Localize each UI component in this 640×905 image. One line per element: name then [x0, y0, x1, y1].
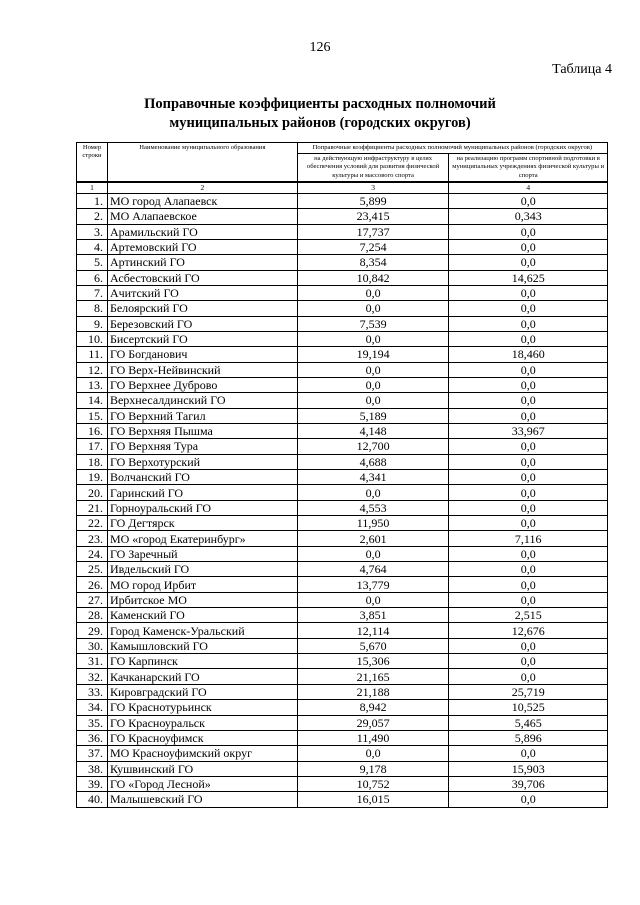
- row-number-cell: 15.: [77, 408, 108, 423]
- table-row: [77, 577, 608, 592]
- municipality-name-cell: ГО Карпинск: [107, 654, 297, 669]
- row-number-cell: 11.: [77, 347, 108, 362]
- municipality-name-cell: ГО Богданович: [107, 347, 297, 362]
- sports-training-coefficient-cell: 0,0: [449, 592, 608, 607]
- row-number-cell: 13.: [77, 377, 108, 392]
- infrastructure-coefficient-cell: 0,0: [297, 362, 449, 377]
- row-number-cell: 12.: [77, 362, 108, 377]
- coefficients-table: [76, 142, 608, 808]
- table-row: [77, 592, 608, 607]
- header-row-number: Номер строки: [77, 143, 108, 182]
- row-number-cell: 32.: [77, 669, 108, 684]
- row-number-cell: 30.: [77, 638, 108, 653]
- row-number-cell: 5.: [77, 255, 108, 270]
- row-number-cell: 1.: [77, 193, 108, 208]
- table-row: [77, 669, 608, 684]
- municipality-name-cell: ГО Верхняя Тура: [107, 439, 297, 454]
- municipality-name-cell: Кушвинский ГО: [107, 761, 297, 776]
- table-row: [77, 408, 608, 423]
- infrastructure-coefficient-cell: 21,188: [297, 684, 449, 699]
- municipality-name-cell: МО Алапаевское: [107, 209, 297, 224]
- sports-training-coefficient-cell: 0,0: [449, 654, 608, 669]
- sports-training-coefficient-cell: 0,343: [449, 209, 608, 224]
- title-line: Поправочные коэффициенты расходных полномочий: [144, 96, 496, 112]
- table-row: [77, 792, 608, 807]
- row-number-cell: 40.: [77, 792, 108, 807]
- row-number-cell: 36.: [77, 730, 108, 745]
- municipality-name-cell: ГО «Город Лесной»: [107, 776, 297, 791]
- infrastructure-coefficient-cell: 0,0: [297, 377, 449, 392]
- municipality-name-cell: ГО Краснотурьинск: [107, 700, 297, 715]
- infrastructure-coefficient-cell: 8,942: [297, 700, 449, 715]
- row-number-cell: 16.: [77, 423, 108, 438]
- infrastructure-coefficient-cell: 0,0: [297, 393, 449, 408]
- municipality-name-cell: Каменский ГО: [107, 608, 297, 623]
- infrastructure-coefficient-cell: 3,851: [297, 608, 449, 623]
- row-number-cell: 23.: [77, 531, 108, 546]
- table-row: [77, 439, 608, 454]
- infrastructure-coefficient-cell: 10,842: [297, 270, 449, 285]
- municipality-name-cell: ГО Заречный: [107, 546, 297, 561]
- municipality-name-cell: Ачитский ГО: [107, 285, 297, 300]
- column-number: 4: [449, 182, 608, 194]
- table-row: [77, 377, 608, 392]
- municipality-name-cell: ГО Красноуральск: [107, 715, 297, 730]
- sports-training-coefficient-cell: 33,967: [449, 423, 608, 438]
- table-row: [77, 761, 608, 776]
- table-row: [77, 562, 608, 577]
- sports-training-coefficient-cell: 0,0: [449, 516, 608, 531]
- infrastructure-coefficient-cell: 23,415: [297, 209, 449, 224]
- municipality-name-cell: ГО Верхнее Дуброво: [107, 377, 297, 392]
- sports-training-coefficient-cell: 2,515: [449, 608, 608, 623]
- infrastructure-coefficient-cell: 0,0: [297, 546, 449, 561]
- sports-training-coefficient-cell: 0,0: [449, 255, 608, 270]
- table-row: [77, 654, 608, 669]
- table-row: [77, 239, 608, 254]
- table-row: [77, 746, 608, 761]
- header-infrastructure: на действующую инфраструктуру в целях обеспечения условий для развития физической культуры и массового спорта: [297, 154, 449, 182]
- table-row: [77, 270, 608, 285]
- infrastructure-coefficient-cell: 0,0: [297, 331, 449, 346]
- infrastructure-coefficient-cell: 0,0: [297, 301, 449, 316]
- sports-training-coefficient-cell: 0,0: [449, 439, 608, 454]
- sports-training-coefficient-cell: 14,625: [449, 270, 608, 285]
- sports-training-coefficient-cell: 0,0: [449, 577, 608, 592]
- table-row: [77, 423, 608, 438]
- row-number-cell: 8.: [77, 301, 108, 316]
- municipality-name-cell: МО город Ирбит: [107, 577, 297, 592]
- row-number-cell: 6.: [77, 270, 108, 285]
- infrastructure-coefficient-cell: 4,688: [297, 454, 449, 469]
- sports-training-coefficient-cell: 39,706: [449, 776, 608, 791]
- table-row: [77, 316, 608, 331]
- table-row: [77, 347, 608, 362]
- sports-training-coefficient-cell: 0,0: [449, 669, 608, 684]
- municipality-name-cell: ГО Верхняя Пышма: [107, 423, 297, 438]
- sports-training-coefficient-cell: 0,0: [449, 285, 608, 300]
- table-row: [77, 393, 608, 408]
- table-row: [77, 623, 608, 638]
- row-number-cell: 39.: [77, 776, 108, 791]
- header-municipality-name: Наименование муниципального образования: [107, 143, 297, 182]
- infrastructure-coefficient-cell: 4,341: [297, 470, 449, 485]
- infrastructure-coefficient-cell: 7,254: [297, 239, 449, 254]
- column-number: 2: [107, 182, 297, 194]
- row-number-cell: 28.: [77, 608, 108, 623]
- sports-training-coefficient-cell: 0,0: [449, 224, 608, 239]
- infrastructure-coefficient-cell: 5,670: [297, 638, 449, 653]
- municipality-name-cell: Арамильский ГО: [107, 224, 297, 239]
- municipality-name-cell: Белоярский ГО: [107, 301, 297, 316]
- table-row: [77, 516, 608, 531]
- table-row: [77, 546, 608, 561]
- row-number-cell: 29.: [77, 623, 108, 638]
- municipality-name-cell: Горноуральский ГО: [107, 500, 297, 515]
- infrastructure-coefficient-cell: 11,490: [297, 730, 449, 745]
- infrastructure-coefficient-cell: 2,601: [297, 531, 449, 546]
- row-number-cell: 37.: [77, 746, 108, 761]
- row-number-cell: 9.: [77, 316, 108, 331]
- infrastructure-coefficient-cell: 5,189: [297, 408, 449, 423]
- infrastructure-coefficient-cell: 7,539: [297, 316, 449, 331]
- table-row: [77, 285, 608, 300]
- sports-training-coefficient-cell: 0,0: [449, 746, 608, 761]
- sports-training-coefficient-cell: 12,676: [449, 623, 608, 638]
- table-row: [77, 500, 608, 515]
- table-row: [77, 454, 608, 469]
- table-row: [77, 531, 608, 546]
- row-number-cell: 21.: [77, 500, 108, 515]
- sports-training-coefficient-cell: 0,0: [449, 377, 608, 392]
- infrastructure-coefficient-cell: 10,752: [297, 776, 449, 791]
- row-number-cell: 27.: [77, 592, 108, 607]
- row-number-cell: 17.: [77, 439, 108, 454]
- column-number: 3: [297, 182, 449, 194]
- table-row: [77, 700, 608, 715]
- header-sports-training: на реализацию программ спортивной подготовки в муниципальных учреждениях физической культуры и спорта: [449, 154, 608, 182]
- infrastructure-coefficient-cell: 4,553: [297, 500, 449, 515]
- row-number-cell: 33.: [77, 684, 108, 699]
- municipality-name-cell: Волчанский ГО: [107, 470, 297, 485]
- title-line: муниципальных районов (городских округов): [169, 115, 471, 131]
- infrastructure-coefficient-cell: 8,354: [297, 255, 449, 270]
- infrastructure-coefficient-cell: 16,015: [297, 792, 449, 807]
- sports-training-coefficient-cell: 0,0: [449, 239, 608, 254]
- row-number-cell: 3.: [77, 224, 108, 239]
- infrastructure-coefficient-cell: 5,899: [297, 193, 449, 208]
- infrastructure-coefficient-cell: 29,057: [297, 715, 449, 730]
- sports-training-coefficient-cell: 0,0: [449, 470, 608, 485]
- municipality-name-cell: Березовский ГО: [107, 316, 297, 331]
- infrastructure-coefficient-cell: 11,950: [297, 516, 449, 531]
- sports-training-coefficient-cell: 15,903: [449, 761, 608, 776]
- row-number-cell: 24.: [77, 546, 108, 561]
- table-row: [77, 715, 608, 730]
- table-row: [77, 224, 608, 239]
- municipality-name-cell: Артинский ГО: [107, 255, 297, 270]
- infrastructure-coefficient-cell: 0,0: [297, 746, 449, 761]
- sports-training-coefficient-cell: 10,525: [449, 700, 608, 715]
- municipality-name-cell: Ирбитское МО: [107, 592, 297, 607]
- row-number-cell: 25.: [77, 562, 108, 577]
- sports-training-coefficient-cell: 0,0: [449, 562, 608, 577]
- municipality-name-cell: Малышевский ГО: [107, 792, 297, 807]
- infrastructure-coefficient-cell: 0,0: [297, 485, 449, 500]
- sports-training-coefficient-cell: 0,0: [449, 546, 608, 561]
- sports-training-coefficient-cell: 5,465: [449, 715, 608, 730]
- document-title: [60, 95, 580, 133]
- sports-training-coefficient-cell: 25,719: [449, 684, 608, 699]
- infrastructure-coefficient-cell: 21,165: [297, 669, 449, 684]
- sports-training-coefficient-cell: 0,0: [449, 792, 608, 807]
- row-number-cell: 10.: [77, 331, 108, 346]
- sports-training-coefficient-cell: 0,0: [449, 638, 608, 653]
- row-number-cell: 20.: [77, 485, 108, 500]
- table-row: [77, 776, 608, 791]
- table-body: [77, 193, 608, 807]
- table-row: [77, 638, 608, 653]
- municipality-name-cell: Качканарский ГО: [107, 669, 297, 684]
- column-number: 1: [77, 182, 108, 194]
- municipality-name-cell: ГО Дегтярск: [107, 516, 297, 531]
- municipality-name-cell: Ивдельский ГО: [107, 562, 297, 577]
- table-row: [77, 730, 608, 745]
- infrastructure-coefficient-cell: 13,779: [297, 577, 449, 592]
- row-number-cell: 31.: [77, 654, 108, 669]
- infrastructure-coefficient-cell: 12,700: [297, 439, 449, 454]
- municipality-name-cell: ГО Верхний Тагил: [107, 408, 297, 423]
- sports-training-coefficient-cell: 0,0: [449, 301, 608, 316]
- sports-training-coefficient-cell: 0,0: [449, 408, 608, 423]
- row-number-cell: 22.: [77, 516, 108, 531]
- table-row: [77, 301, 608, 316]
- municipality-name-cell: Город Каменск-Уральский: [107, 623, 297, 638]
- sports-training-coefficient-cell: 0,0: [449, 485, 608, 500]
- table-row: [77, 209, 608, 224]
- infrastructure-coefficient-cell: 0,0: [297, 592, 449, 607]
- row-number-cell: 34.: [77, 700, 108, 715]
- municipality-name-cell: МО «город Екатеринбург»: [107, 531, 297, 546]
- municipality-name-cell: Бисертский ГО: [107, 331, 297, 346]
- table-row: [77, 684, 608, 699]
- infrastructure-coefficient-cell: 15,306: [297, 654, 449, 669]
- infrastructure-coefficient-cell: 4,148: [297, 423, 449, 438]
- row-number-cell: 2.: [77, 209, 108, 224]
- infrastructure-coefficient-cell: 9,178: [297, 761, 449, 776]
- sports-training-coefficient-cell: 18,460: [449, 347, 608, 362]
- municipality-name-cell: ГО Верх-Нейвинский: [107, 362, 297, 377]
- row-number-cell: 35.: [77, 715, 108, 730]
- row-number-cell: 26.: [77, 577, 108, 592]
- table-label: Таблица 4: [552, 62, 612, 77]
- municipality-name-cell: МО Красноуфимский округ: [107, 746, 297, 761]
- row-number-cell: 7.: [77, 285, 108, 300]
- table-row: [77, 362, 608, 377]
- sports-training-coefficient-cell: 0,0: [449, 193, 608, 208]
- row-number-cell: 38.: [77, 761, 108, 776]
- sports-training-coefficient-cell: 0,0: [449, 331, 608, 346]
- sports-training-coefficient-cell: 0,0: [449, 362, 608, 377]
- infrastructure-coefficient-cell: 4,764: [297, 562, 449, 577]
- municipality-name-cell: Гаринский ГО: [107, 485, 297, 500]
- table-row: [77, 608, 608, 623]
- page-number: 126: [309, 40, 331, 55]
- table-row: [77, 255, 608, 270]
- sports-training-coefficient-cell: 0,0: [449, 393, 608, 408]
- sports-training-coefficient-cell: 0,0: [449, 316, 608, 331]
- table-row: [77, 331, 608, 346]
- table-row: [77, 485, 608, 500]
- infrastructure-coefficient-cell: 0,0: [297, 285, 449, 300]
- municipality-name-cell: ГО Верхотурский: [107, 454, 297, 469]
- municipality-name-cell: Асбестовский ГО: [107, 270, 297, 285]
- sports-training-coefficient-cell: 0,0: [449, 500, 608, 515]
- municipality-name-cell: Артемовский ГО: [107, 239, 297, 254]
- row-number-cell: 19.: [77, 470, 108, 485]
- municipality-name-cell: МО город Алапаевск: [107, 193, 297, 208]
- infrastructure-coefficient-cell: 12,114: [297, 623, 449, 638]
- row-number-cell: 18.: [77, 454, 108, 469]
- table-row: [77, 193, 608, 208]
- sports-training-coefficient-cell: 0,0: [449, 454, 608, 469]
- table-row: [77, 470, 608, 485]
- municipality-name-cell: Кировградский ГО: [107, 684, 297, 699]
- header-coefficients-group: Поправочные коэффициенты расходных полномочий муниципальных районов (городских округов): [297, 143, 607, 154]
- row-number-cell: 4.: [77, 239, 108, 254]
- infrastructure-coefficient-cell: 17,737: [297, 224, 449, 239]
- infrastructure-coefficient-cell: 19,194: [297, 347, 449, 362]
- municipality-name-cell: Камышловский ГО: [107, 638, 297, 653]
- municipality-name-cell: ГО Красноуфимск: [107, 730, 297, 745]
- sports-training-coefficient-cell: 7,116: [449, 531, 608, 546]
- municipality-name-cell: Верхнесалдинский ГО: [107, 393, 297, 408]
- sports-training-coefficient-cell: 5,896: [449, 730, 608, 745]
- row-number-cell: 14.: [77, 393, 108, 408]
